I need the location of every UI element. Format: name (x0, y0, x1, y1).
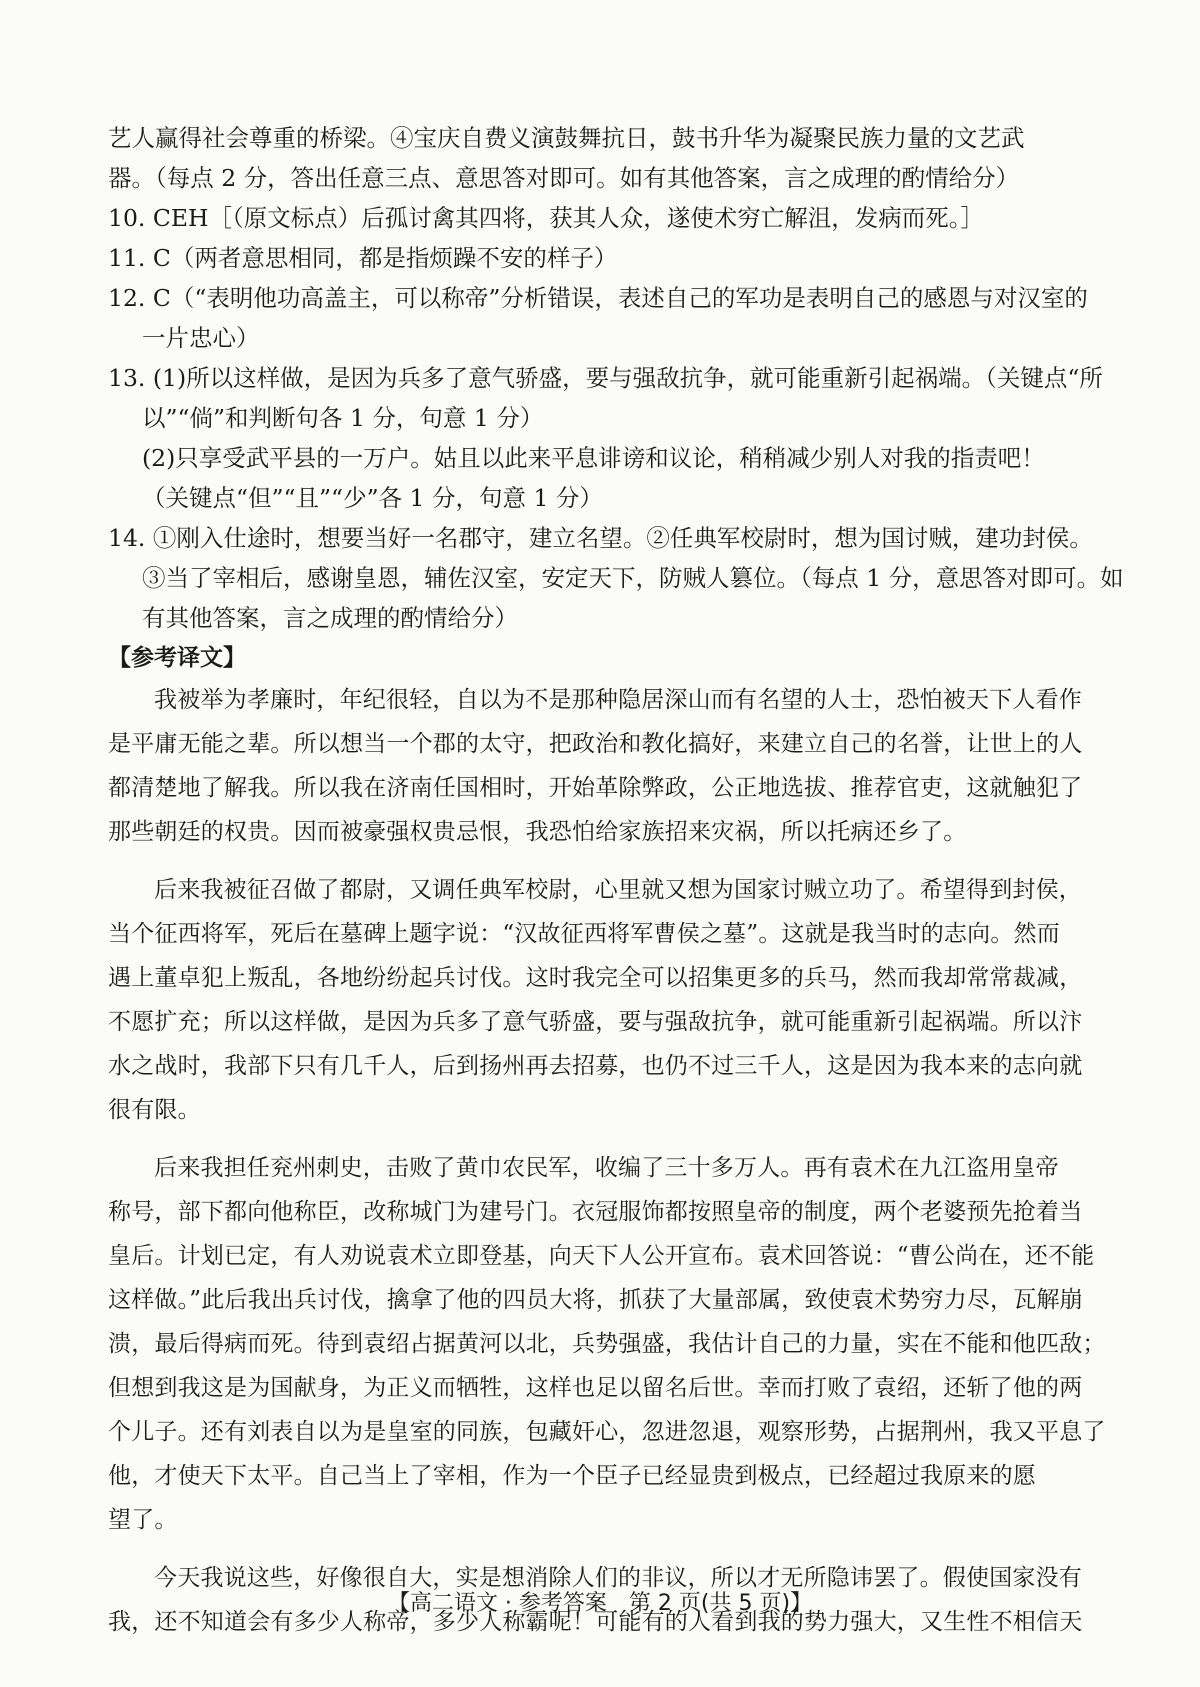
translation-line: 但想到我这是为国献身，为正义而牺牲，这样也足以留名后世。幸而打败了袁绍，还斩了他的两 (108, 1375, 1083, 1401)
translation-line: 称号，部下都向他称臣，改称城门为建号门。衣冠服饰都按照皇帝的制度，两个老婆预先抢着当 (108, 1199, 1083, 1225)
translation-line: 今天我说这些，好像很自大，实是想消除人们的非议，所以才无所隐讳罢了。假使国家没有 (154, 1565, 1082, 1591)
translation-paragraph (108, 1146, 1106, 1542)
translation-line: 后来我被征召做了都尉，又调任典军校尉，心里就又想为国家讨贼立功了。希望得到封侯， (154, 877, 1082, 903)
translation-header: 【参考译文】 (108, 645, 246, 671)
answer-13: 13. (1)所以这样做，是因为兵多了意气骄盛，要与强敌抗争，就可能重新引起祸端。（关键点“所 (108, 364, 1103, 392)
answer-14: 14. ①刚入仕途时，想要当好一名郡守，建立名望。②任典军校尉时，想为国讨贼，建功封侯。 (108, 524, 1093, 552)
translation-line: 当个征西将军，死后在墓碑上题字说：“汉故征西将军曹侯之墓”。这就是我当时的志向。然而 (108, 921, 1060, 947)
translation-line: 这样做。”此后我出兵讨伐，擒拿了他的四员大将，抓获了大量部属，致使袁术势穷力尽，瓦解崩 (108, 1287, 1083, 1313)
translation-line: 后来我担任兖州刺史，击败了黄巾农民军，收编了三十多万人。再有袁术在九江盗用皇帝 (154, 1155, 1059, 1181)
translation-line: 我被举为孝廉时，年纪很轻，自以为不是那种隐居深山而有名望的人士，恐怕被天下人看作 (154, 687, 1082, 713)
answer-line: （关键点“但”“且”“少”各 1 分，句意 1 分） (142, 484, 603, 512)
answer-10: 10. CEH［（原文标点）后孤讨禽其四将，获其人众，遂使术穷亡解沮，发病而死。］ (108, 204, 984, 232)
answer-line: ③当了宰相后，感谢皇恩，辅佐汉室，安定天下，防贼人篡位。（每点 1 分，意思答对即可。如 (142, 564, 1124, 592)
answer-11: 11. C（两者意思相同，都是指烦躁不安的样子） (108, 244, 618, 272)
translation-line: 他，才使天下太平。自己当上了宰相，作为一个臣子已经显贵到极点，已经超过我原来的愿 (108, 1463, 1036, 1489)
answer-line: 以”“倘”和判断句各 1 分，句意 1 分） (142, 404, 544, 432)
page-content (108, 118, 1124, 1644)
translation-line: 遇上董卓犯上叛乱，各地纷纷起兵讨伐。这时我完全可以招集更多的兵马，然而我却常常裁减， (108, 965, 1083, 991)
translation-line: 都清楚地了解我。所以我在济南任国相时，开始革除弊政，公正地选拔、推荐官吏，这就触犯了 (108, 775, 1083, 801)
translation-line: 我，还不知道会有多少人称帝，多少人称霸呢！可能有的人看到我的势力强大，又生性不相信天 (108, 1609, 1083, 1635)
translation-line: 是平庸无能之辈。所以想当一个郡的太守，把政治和教化搞好，来建立自己的名誉，让世上的人 (108, 731, 1083, 757)
translation-line: 不愿扩充；所以这样做，是因为兵多了意气骄盛，要与强敌抗争，就可能重新引起祸端。所以汴 (108, 1009, 1083, 1035)
answer-line: 艺人赢得社会尊重的桥梁。④宝庆自费义演鼓舞抗日，鼓书升华为凝聚民族力量的文艺武 (108, 124, 1025, 152)
translation-line: 溃，最后得病而死。待到袁绍占据黄河以北，兵势强盛，我估计自己的力量，实在不能和他匹敌； (108, 1331, 1106, 1357)
translation-line: 望了。 (108, 1507, 178, 1533)
translation-line: 个儿子。还有刘表自以为是皇室的同族，包藏奸心，忽进忽退，观察形势，占据荆州，我又平息了 (108, 1419, 1106, 1445)
translation-line: 很有限。 (108, 1097, 201, 1123)
translation-line: 水之战时，我部下只有几千人，后到扬州再去招募，也仍不过三千人，这是因为我本来的志向就 (108, 1053, 1083, 1079)
answer-line: 一片忠心） (142, 324, 260, 352)
answer-line: (2)只享受武平县的一万户。姑且以此来平息诽谤和议论，稍稍减少别人对我的指责吧！ (142, 444, 1045, 472)
answer-12: 12. C（“表明他功高盖主，可以称帝”分析错误，表述自己的军功是表明自己的感恩与对汉室的 (108, 284, 1088, 312)
translation-line: 那些朝廷的权贵。因而被豪强权贵忌恨，我恐怕给家族招来灾祸，所以托病还乡了。 (108, 819, 967, 845)
answer-line: 有其他答案，言之成理的酌情给分） (142, 604, 518, 632)
translation-body (108, 678, 1106, 1644)
translation-paragraph (108, 678, 1103, 854)
translation-paragraph (108, 868, 1103, 1132)
answer-line: 器。（每点 2 分，答出任意三点、意思答对即可。如有其他答案，言之成理的酌情给分） (108, 164, 1020, 192)
translation-line: 皇后。计划已定，有人劝说袁术立即登基，向天下人公开宣布。袁术回答说：“曹公尚在，还不能 (108, 1243, 1095, 1269)
page-footer: 【高二语文 · 参考答案 第 2 页(共 5 页)】 (387, 1591, 813, 1616)
